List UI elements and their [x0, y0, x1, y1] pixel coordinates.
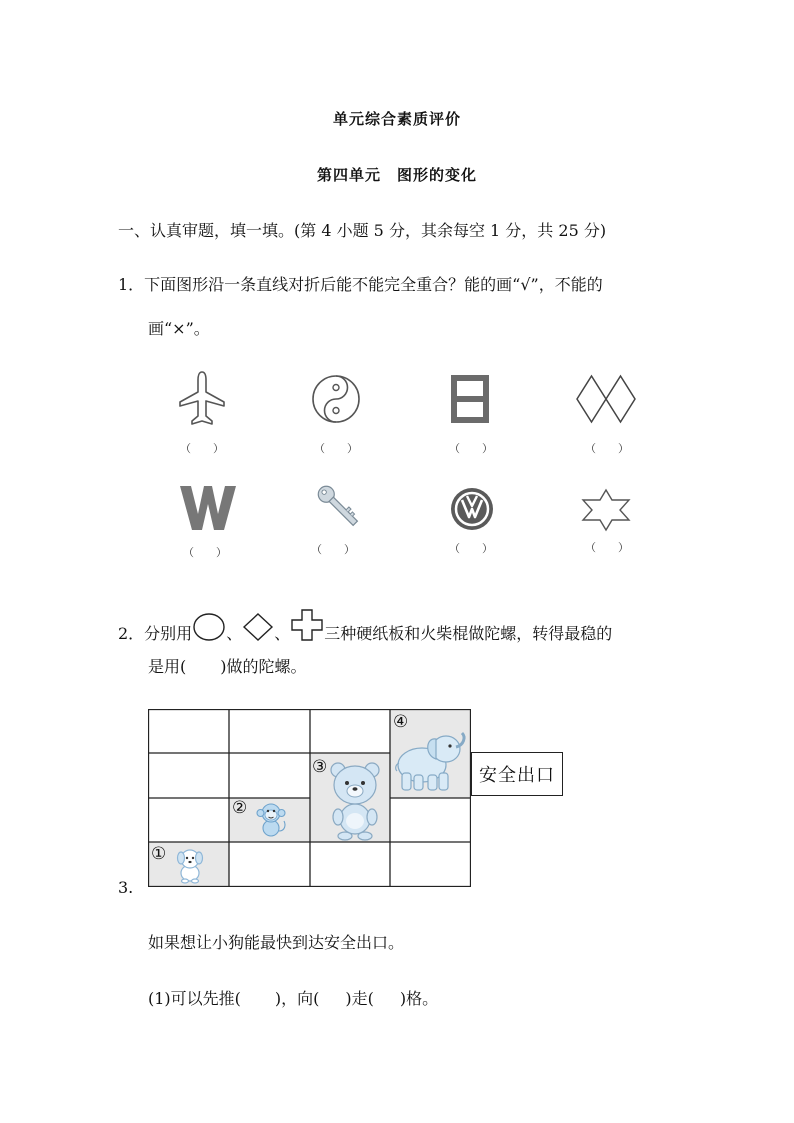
q2-sep-2: 、 [274, 624, 291, 643]
w-letter-icon [179, 484, 237, 536]
q3-sub1-b: )，向( [274, 989, 320, 1008]
q2-prefix: 2．分别用 [118, 624, 193, 643]
vw-logo-icon [449, 486, 495, 536]
label-1: ① [151, 844, 167, 864]
bear-icon[interactable] [329, 761, 381, 841]
answer-paren-4[interactable]: （ ） [585, 442, 629, 455]
q2-line2 [148, 654, 307, 677]
ri-character-icon [450, 374, 490, 428]
airplane-icon [178, 370, 226, 432]
cross-icon [290, 608, 324, 642]
q2-line1 [118, 608, 612, 644]
q3-question: 如果想让小狗能最快到达安全出口。 [148, 933, 405, 952]
q2-line2-a: 是用( [148, 657, 187, 676]
safety-exit-sign: 安全出口 [471, 752, 563, 796]
six-point-star-icon [581, 488, 631, 536]
circle-icon [192, 612, 226, 642]
q1-text-line1: 1．下面图形沿一条直线对折后能不能完全重合？能的画“√”，不能的 [118, 275, 603, 294]
monkey-icon[interactable] [254, 799, 288, 839]
q3-sub1-c: )走( [345, 989, 374, 1008]
label-2: ② [232, 798, 248, 818]
answer-paren-3[interactable]: （ ） [449, 442, 493, 455]
q1-text-line2: 画“×”。 [148, 319, 210, 338]
answer-paren-8[interactable]: （ ） [585, 541, 629, 554]
unit-subtitle: 第四单元 图形的变化 [316, 166, 477, 184]
q3-sub1 [148, 986, 438, 1009]
page-title: 单元综合素质评价 [332, 110, 461, 128]
answer-paren-2[interactable]: （ ） [314, 442, 358, 455]
diamond-icon [242, 612, 274, 642]
key-icon [314, 480, 364, 538]
answer-paren-5[interactable]: （ ） [183, 546, 227, 559]
label-4: ④ [393, 712, 409, 732]
elephant-icon[interactable] [394, 729, 468, 793]
q2-sep-1: 、 [226, 624, 243, 643]
q3-sub1-d: )格。 [399, 989, 439, 1008]
double-diamond-icon [575, 374, 637, 428]
puppy-icon[interactable] [174, 846, 206, 884]
answer-paren-6[interactable]: （ ） [311, 543, 355, 556]
q3-sub1-a: (1)可以先推( [148, 989, 241, 1008]
section-heading: 一、认真审题，填一填。(第 4 小题 5 分，其余每空 1 分，共 25 分) [118, 221, 607, 240]
sliding-puzzle-grid [148, 709, 471, 887]
yin-yang-icon [311, 374, 361, 428]
answer-paren-7[interactable]: （ ） [449, 542, 493, 555]
q2-line2-b: )做的陀螺。 [220, 657, 307, 676]
label-3: ③ [312, 757, 328, 777]
q2-suffix: 三种硬纸板和火柴棍做陀螺，转得最稳的 [324, 624, 613, 643]
q3-number: 3. [118, 878, 134, 897]
answer-paren-1[interactable]: （ ） [180, 442, 224, 455]
